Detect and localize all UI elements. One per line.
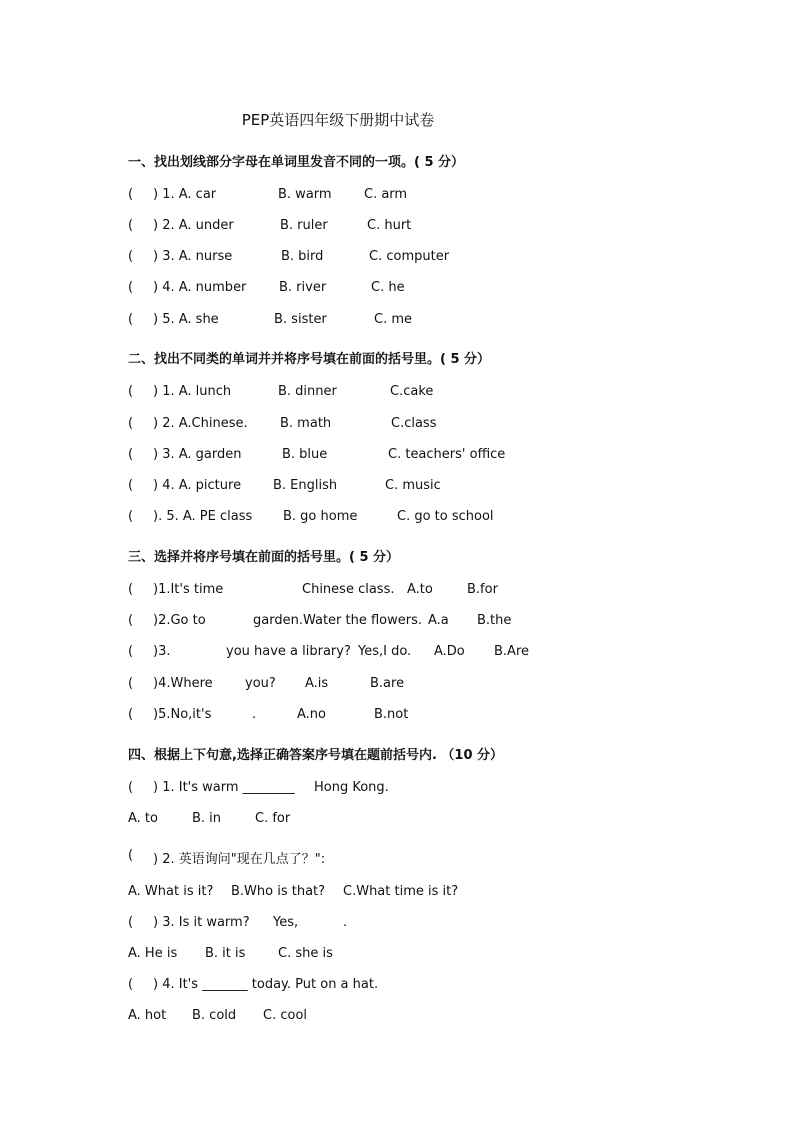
option-c: C. me (374, 312, 413, 327)
option-c: C. music (385, 478, 441, 493)
option-c: C. cool (263, 1008, 308, 1023)
question-stem: ) 4. It's _______ today. Put on a hat. (153, 977, 379, 992)
bracket: ( (128, 187, 134, 202)
option-b: B. cold (192, 1008, 237, 1023)
question-stem: )1.It's time (153, 582, 224, 597)
question-stem: ) 3. Is it warm? (153, 915, 250, 930)
option-c: C.What time is it? (343, 884, 459, 899)
bracket: ( (128, 249, 134, 264)
option-c: C.cake (390, 384, 434, 399)
bracket: ( (128, 582, 134, 597)
question-text: Chinese class. (302, 582, 395, 597)
page-title: PEP英语四年级下册期中试卷 (241, 111, 435, 129)
bracket: ( (128, 915, 134, 930)
option-b: B. warm (278, 187, 332, 202)
option-b: B. bird (281, 249, 324, 264)
option-c: C. go to school (397, 509, 494, 524)
option-c: C. hurt (367, 218, 412, 233)
option-b: B. go home (283, 509, 358, 524)
bracket: ( (128, 280, 134, 295)
bracket: ( (128, 218, 134, 233)
option-a: ) 4. A. number (153, 280, 247, 295)
section-1-heading: 一、找出划线部分字母在单词里发音不同的一项。( 5 分） (128, 155, 465, 170)
bracket: ( (128, 848, 134, 863)
option-a: ) 2. A. under (153, 218, 234, 233)
bracket: ( (128, 509, 134, 524)
question-text: you have a library? (226, 644, 351, 659)
option-a: ) 5. A. she (153, 312, 219, 327)
option-a: ) 3. A. nurse (153, 249, 233, 264)
option-a: ) 4. A. picture (153, 478, 242, 493)
option-c: C. teachers' office (388, 447, 506, 462)
option-a: A.no (297, 707, 326, 722)
option-c: C. for (255, 811, 291, 826)
option-a: ) 2. A.Chinese. (153, 416, 248, 431)
question-stem: )3. (153, 644, 171, 659)
bracket: ( (128, 447, 134, 462)
bracket: ( (128, 416, 134, 431)
bracket: ( (128, 613, 134, 628)
question-text: you? (245, 676, 276, 691)
answer-end: . (343, 915, 348, 930)
option-a: ). 5. A. PE class (153, 509, 253, 524)
option-b: B.are (370, 676, 405, 691)
option-b: B. it is (205, 946, 246, 961)
option-b: B.not (374, 707, 409, 722)
question-stem: ) 1. It's warm ________ (153, 780, 295, 795)
bracket: ( (128, 384, 134, 399)
question-stem: ) 2. 英语询问"现在几点了？": (153, 852, 326, 867)
bracket: ( (128, 977, 134, 992)
option-b: B. river (279, 280, 327, 295)
answer-text: Yes,I do. (358, 644, 412, 659)
option-a: ) 1. A. car (153, 187, 217, 202)
option-a: A.to (407, 582, 433, 597)
section-3-heading: 三、选择并将序号填在前面的括号里。( 5 分） (128, 550, 400, 565)
answer-text: Yes, (273, 915, 299, 930)
option-b: B. blue (282, 447, 328, 462)
option-c: C. arm (364, 187, 408, 202)
option-b: B. in (192, 811, 222, 826)
question-stem: )2.Go to (153, 613, 206, 628)
question-stem: )5.No,it's (153, 707, 212, 722)
option-c: C. he (371, 280, 405, 295)
option-a: A.a (428, 613, 449, 628)
option-b: B.Are (494, 644, 530, 659)
option-a: A. What is it? (128, 884, 214, 899)
option-c: C. computer (369, 249, 450, 264)
option-c: C.class (391, 416, 437, 431)
question-text: garden.Water the flowers. (253, 613, 423, 628)
section-4-heading: 四、根据上下句意,选择正确答案序号填在题前括号内. （10 分） (128, 748, 504, 763)
option-c: C. she is (278, 946, 333, 961)
bracket: ( (128, 478, 134, 493)
option-a: A. He is (128, 946, 178, 961)
option-b: B. English (273, 478, 338, 493)
option-b: B. dinner (278, 384, 337, 399)
option-a: A.is (305, 676, 329, 691)
question-text: Hong Kong. (314, 780, 389, 795)
option-a: A. to (128, 811, 158, 826)
bracket: ( (128, 707, 134, 722)
bracket: ( (128, 312, 134, 327)
option-b: B.Who is that? (231, 884, 326, 899)
option-b: B.the (477, 613, 512, 628)
option-a: ) 1. A. lunch (153, 384, 232, 399)
option-b: B. ruler (280, 218, 328, 233)
question-text: . (252, 707, 257, 722)
option-a: A.Do (434, 644, 465, 659)
section-2-heading: 二、找出不同类的单词并并将序号填在前面的括号里。( 5 分） (128, 352, 491, 367)
bracket: ( (128, 780, 134, 795)
option-b: B. math (280, 416, 332, 431)
bracket: ( (128, 676, 134, 691)
question-stem: )4.Where (153, 676, 213, 691)
option-b: B. sister (274, 312, 327, 327)
option-b: B.for (467, 582, 498, 597)
option-a: ) 3. A. garden (153, 447, 242, 462)
bracket: ( (128, 644, 134, 659)
option-a: A. hot (128, 1008, 167, 1023)
